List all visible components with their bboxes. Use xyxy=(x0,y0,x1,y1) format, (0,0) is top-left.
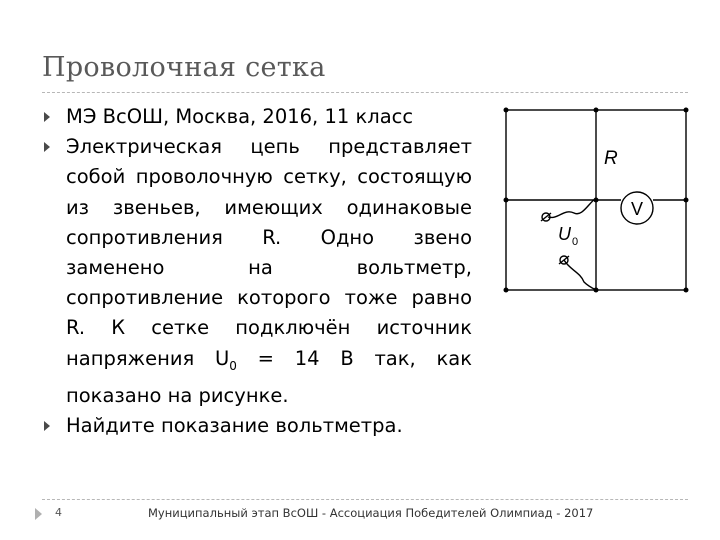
bullet-item-source xyxy=(42,102,472,132)
bullet-text-question: Найдите показание вольтметра. xyxy=(66,413,403,437)
problem-voltage-subscript: 0 xyxy=(229,358,237,373)
page-number: 4 xyxy=(55,506,62,519)
grid-node xyxy=(594,108,599,113)
source-lead-upper xyxy=(548,198,596,217)
resistor-label: R xyxy=(604,148,618,169)
bullet-item-problem xyxy=(42,132,472,411)
grid-node xyxy=(594,198,599,203)
source-lead-lower xyxy=(564,260,596,290)
source-label: U xyxy=(558,224,571,244)
bullet-item-question xyxy=(42,411,472,441)
title-divider xyxy=(42,92,688,93)
bullet-text-source: МЭ ВсОШ, Москва, 2016, 11 класс xyxy=(66,105,414,128)
problem-text-start: Электрическая цепь представляет собой проволочную сетку, состоящую из звеньев, имеющих одинаковые сопротивления R. Одно звено заменено на вольтметр, сопротивление которого тоже равно R. К сетке подключён источник напряжения U xyxy=(66,135,472,370)
footer-divider xyxy=(42,499,688,500)
grid-node xyxy=(684,288,689,293)
grid-node xyxy=(684,198,689,203)
grid-node xyxy=(504,288,509,293)
voltmeter-label: V xyxy=(630,199,644,219)
bullet-marker-icon xyxy=(44,142,50,152)
bullet-marker-icon xyxy=(44,112,50,122)
source-label-subscript: 0 xyxy=(572,236,579,248)
slide-title: Проволочная сетка xyxy=(42,52,326,83)
bullet-list xyxy=(42,102,472,441)
grid-node xyxy=(594,288,599,293)
bullet-marker-icon xyxy=(44,421,50,431)
footer-marker-icon xyxy=(35,508,42,520)
wire-grid-diagram xyxy=(496,100,696,300)
footer-text: Муниципальный этап ВсОШ - Ассоциация Победителей Олимпиад - 2017 xyxy=(148,506,594,520)
problem-text-end: = 14 В так, как показано на рисунке. xyxy=(66,346,472,407)
grid-node xyxy=(684,108,689,113)
grid-node xyxy=(504,198,509,203)
grid-node xyxy=(504,108,509,113)
